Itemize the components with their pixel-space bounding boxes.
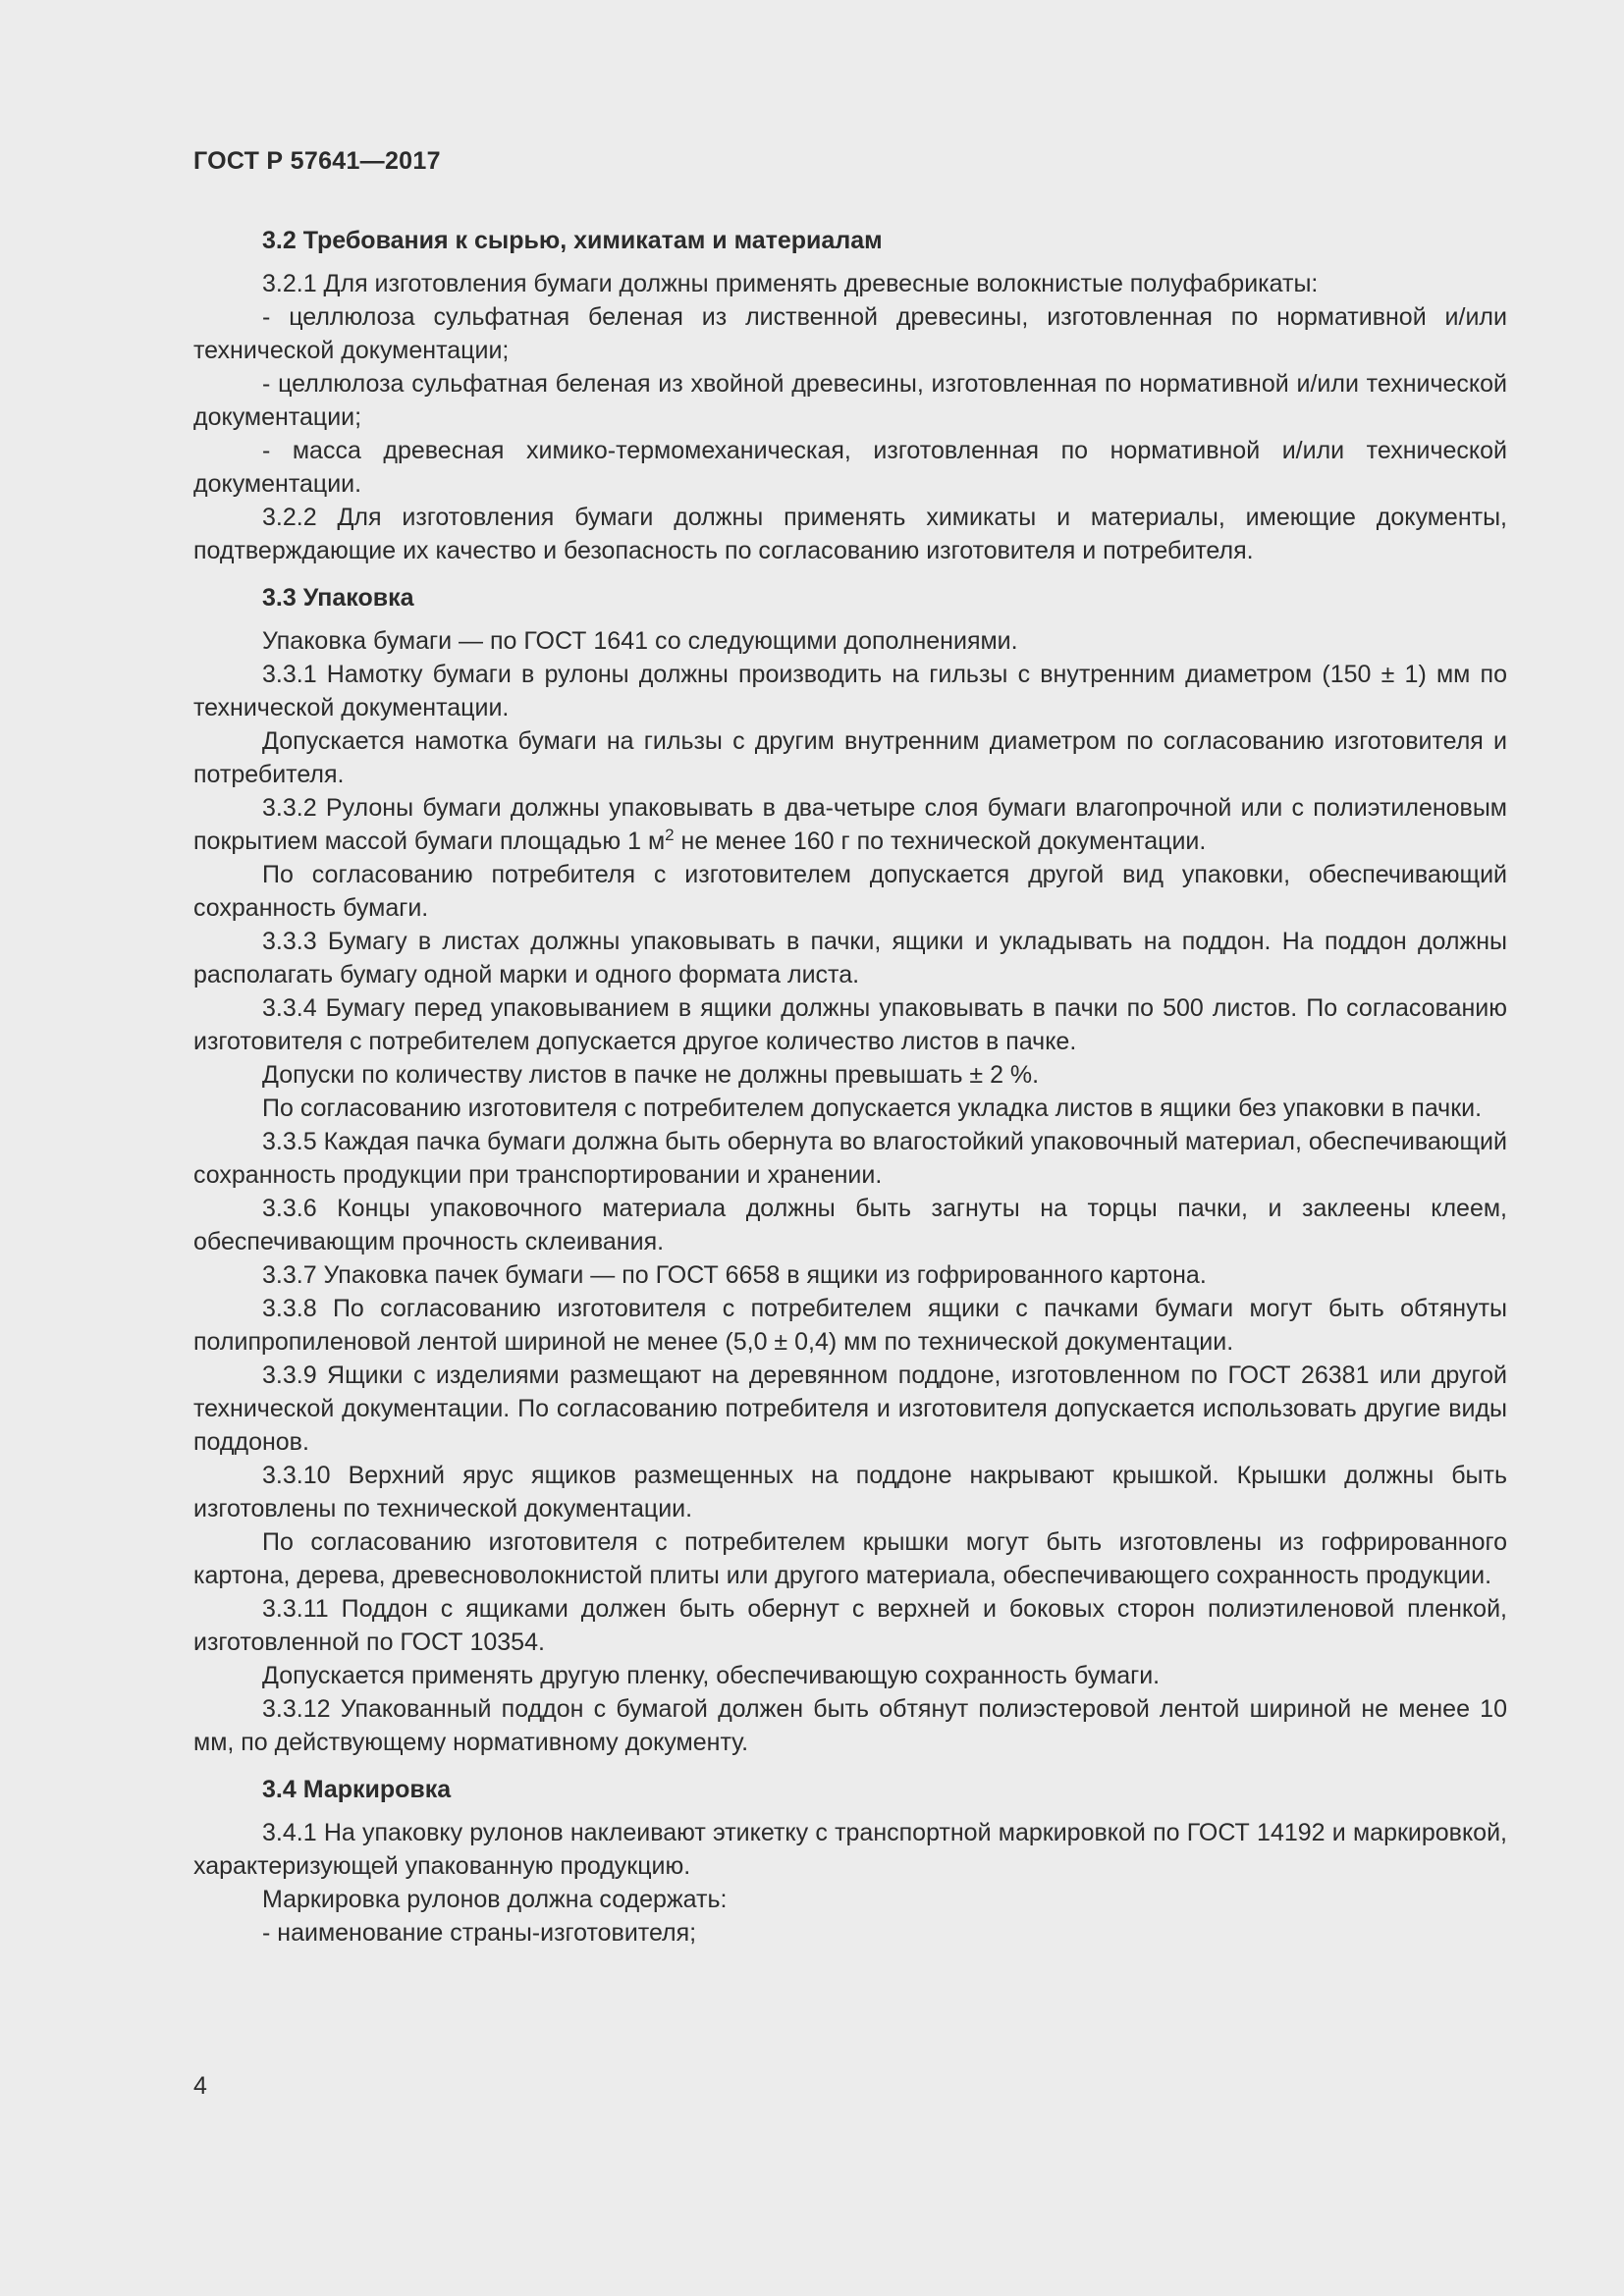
paragraph: По согласованию потребителя с изготовителем допускается другой вид упаковки, обеспечивающий сохранность бумаги. (193, 861, 1507, 922)
paragraph: 3.3.12 Упакованный поддон с бумагой должен быть обтянут полиэстеровой лентой шириной не менее 10 мм, по действующему нормативному документу. (193, 1695, 1507, 1756)
paragraph-text: 3.3.2 Рулоны бумаги должны упаковывать в два-четыре слоя бумаги влагопрочной или с полиэтиленовым покрытием массой бумаги площадью 1 м (193, 794, 1507, 855)
paragraph: - наименование страны-изготовителя; (262, 1919, 697, 1947)
document-code-header: ГОСТ Р 57641—2017 (193, 147, 441, 175)
paragraph: - целлюлоза сульфатная беленая из хвойной древесины, изготовленная по нормативной и/или технической документации; (193, 370, 1507, 431)
paragraph: 3.3.11 Поддон с ящиками должен быть обернут с верхней и боковых сторон полиэтиленовой пленкой, изготовленной по ГОСТ 10354. (193, 1595, 1507, 1656)
paragraph: 3.3.8 По согласованию изготовителя с потребителем ящики с пачками бумаги могут быть обтянуты полипропиленовой лентой шириной не менее (5,0 ± 0,4) мм по технической документации. (193, 1295, 1507, 1356)
section-heading-3-4: 3.4 Маркировка (262, 1776, 452, 1803)
paragraph: По согласованию изготовителя с потребителем допускается укладка листов в ящики без упаковки в пачки. (262, 1095, 1483, 1122)
paragraph: 3.3.5 Каждая пачка бумаги должна быть обернута во влагостойкий упаковочный материал, обеспечивающий сохранность продукции при транспортировании и хранении. (193, 1128, 1507, 1189)
superscript: 2 (665, 826, 675, 844)
paragraph: Допуски по количеству листов в пачке не должны превышать ± 2 %. (262, 1061, 1040, 1089)
paragraph: Упаковка бумаги — по ГОСТ 1641 со следующими дополнениями. (262, 627, 1018, 655)
paragraph: 3.3.4 Бумагу перед упаковыванием в ящики должны упаковывать в пачки по 500 листов. По согласованию изготовителя с потребителем допускается другое количество листов в пачке. (193, 994, 1507, 1055)
paragraph: 3.3.1 Намотку бумаги в рулоны должны производить на гильзы с внутренним диаметром (150 ± 1) мм по технической документации. (193, 661, 1507, 721)
section-heading-3-3: 3.3 Упаковка (262, 584, 414, 612)
paragraph: 3.3.7 Упаковка пачек бумаги — по ГОСТ 6658 в ящики из гофрированного картона. (262, 1261, 1207, 1289)
paragraph: - масса древесная химико-термомеханическая, изготовленная по нормативной и/или технической документации. (193, 437, 1507, 498)
page-number: 4 (193, 2072, 207, 2100)
paragraph: Маркировка рулонов должна содержать: (262, 1886, 728, 1913)
paragraph-text-continued: не менее 160 г по технической документации. (674, 828, 1207, 855)
paragraph: 3.3.9 Ящики с изделиями размещают на деревянном поддоне, изготовленном по ГОСТ 26381 или другой технической документации. По согласованию потребителя и изготовителя допускается использовать другие виды поддонов. (193, 1362, 1507, 1456)
paragraph: Допускается применять другую пленку, обеспечивающую сохранность бумаги. (262, 1662, 1161, 1689)
paragraph: 3.3.6 Концы упаковочного материала должны быть загнуты на торцы пачки, и заклеены клеем, обеспечивающим прочность склеивания. (193, 1195, 1507, 1255)
section-heading-3-2: 3.2 Требования к сырью, химикатам и материалам (262, 227, 883, 254)
paragraph: Допускается намотка бумаги на гильзы с другим внутренним диаметром по согласованию изготовителя и потребителя. (193, 727, 1507, 788)
paragraph-with-superscript (193, 791, 1507, 858)
paragraph: - целлюлоза сульфатная беленая из лиственной древесины, изготовленная по нормативной и/или технической документации; (193, 303, 1507, 364)
paragraph: 3.2.2 Для изготовления бумаги должны применять химикаты и материалы, имеющие документы, подтверждающие их качество и безопасность по согласованию изготовителя и потребителя. (193, 504, 1507, 564)
paragraph: По согласованию изготовителя с потребителем крышки могут быть изготовлены из гофрированного картона, дерева, древесноволокнистой плиты или другого материала, обеспечивающего сохранность продукции. (193, 1528, 1507, 1589)
paragraph: 3.2.1 Для изготовления бумаги должны применять древесные волокнистые полуфабрикаты: (262, 270, 1319, 297)
document-body (193, 224, 1507, 1949)
paragraph: 3.3.10 Верхний ярус ящиков размещенных на поддоне накрывают крышкой. Крышки должны быть изготовлены по технической документации. (193, 1462, 1507, 1522)
paragraph: 3.3.3 Бумагу в листах должны упаковывать в пачки, ящики и укладывать на поддон. На поддон должны располагать бумагу одной марки и одного формата листа. (193, 928, 1507, 988)
paragraph: 3.4.1 На упаковку рулонов наклеивают этикетку с транспортной маркировкой по ГОСТ 14192 и маркировкой, характеризующей упакованную продукцию. (193, 1819, 1507, 1880)
